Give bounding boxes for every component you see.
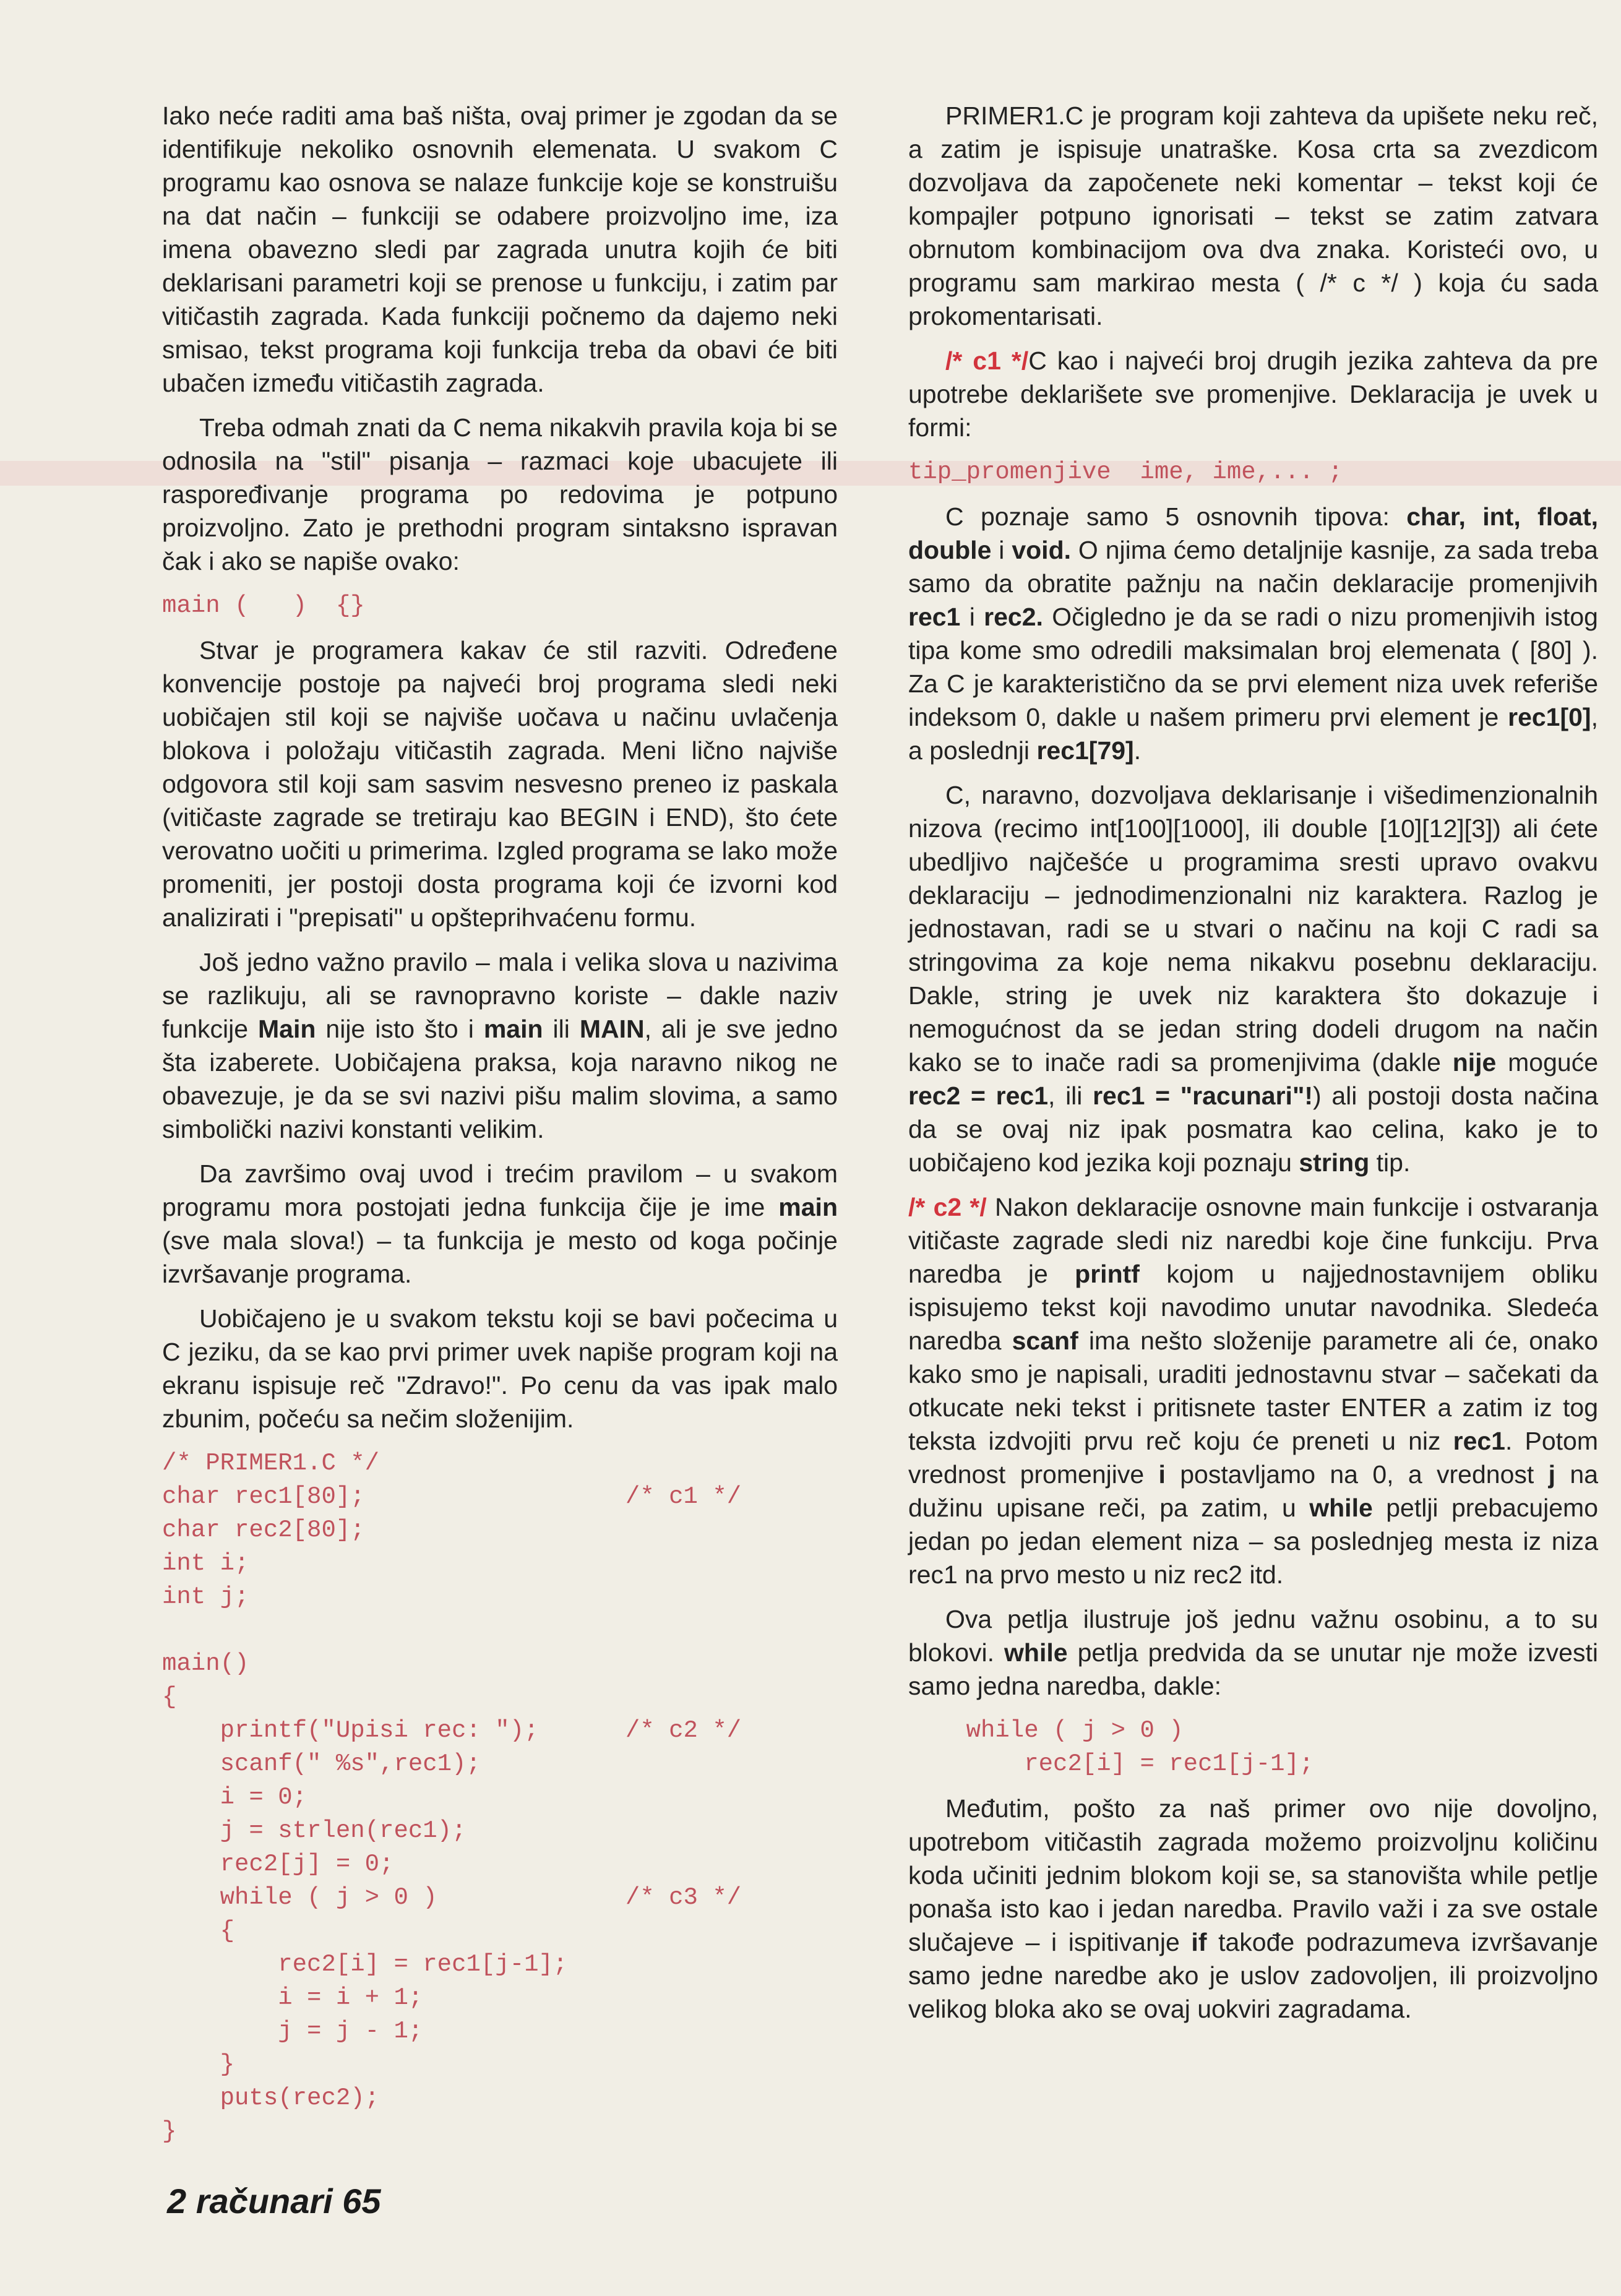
paragraph: Iako neće raditi ama baš ništa, ovaj primer je zgodan da se identifikuje nekoliko osnovnih elemenata. U svakom C programu kao osnova se nalaze funkcije koje se konstruišu na dat način – funkciji se odabere proizvoljno ime, iza imena obavezno sledi par zagrada unutra kojih će biti deklarisani parametri koji se prenose u funkciju, i zatim par vitičastih zagrada. Kada funkciji počnemo da dajemo neki smisao, tekst programa koji funkcija treba da obavi će biti ubačen između vitičastih zagrada. <box>162 101 838 397</box>
paragraph <box>908 344 1598 444</box>
text-run: , ali je sve jedno šta izaberete. Uobičajena praksa, koja naravno nikog ne obavezuje, je da se svi nazivi pišu malim slovima, a samo simbolički nazivi konstanti velikim. <box>162 1015 838 1143</box>
keyword: rec1 <box>908 603 961 631</box>
text-run: . Potom vrednost promenjive <box>908 1427 1598 1489</box>
text-run: Nakon deklaracije osnovne main funkcije i ostvaranja vitičaste zagrade sledi niz naredbi koje čine funkciju. Prva naredba je <box>908 1193 1598 1288</box>
keyword: main <box>483 1015 543 1043</box>
keyword: rec1[79] <box>1036 736 1134 765</box>
paragraph <box>162 945 838 1146</box>
text-run: postavljamo na 0, a vrednost <box>1165 1460 1549 1489</box>
text-run: , a poslednji <box>908 703 1598 765</box>
paragraph: PRIMER1.C je program koji zahteva da upišete neku reč, a zatim je ispisuje unatraške. Kosa crta sa zvezdicom dozvoljava da započenete neki komentar – tekst koji će kompajler potpuno ignorisati – tekst se zatim zatvara obrnutom kombinacijom ova dva znaka. Koristeći ovo, u programu sam markirao mesta ( /* c */ ) koja ću sada prokomentarisati. <box>908 101 1598 330</box>
keyword: rec1 <box>1453 1427 1505 1455</box>
keyword: while <box>1004 1638 1068 1667</box>
keyword: j <box>1548 1460 1556 1489</box>
text-run: Ova petlja ilustruje još jednu važnu osobinu, a to su blokovi. <box>908 1605 1598 1667</box>
text-run: na dužinu upisane reči, pa zatim, u <box>908 1460 1599 1522</box>
code-block: tip_promenjive ime, ime,... ; <box>908 458 1343 486</box>
text-run: Očigledno je da se radi o nizu promenjivih istog tipa kome smo odredili maksimalan broj elemenata ( [80] ). Za C je karakteristično da se prvi element niza uvek referiše indeksom 0, dakle u našem primeru prvi element je <box>908 603 1598 731</box>
keyword: while <box>1309 1494 1373 1522</box>
text-run: kojom u najjednostavnijem obliku ispisujemo tekst koji navodimo unutar navodnika. Sledeća naredba <box>908 1260 1598 1355</box>
text-run: C, naravno, dozvoljava deklarisanje i višedimenzionalnih nizova (recimo int[100][1000], ili double [10][12][3]) ali ćete ubedljivo najčešće u programima sresti upravo ovakvu deklaraciju – jednodimenzionalni niz karaktera. Razlog je jednostavan, radi se u stvari o načinu na koji C radi sa stringovima za koje nema nikakvu posebnu deklaraciju. Dakle, string je uvek niz karaktera što dokazuje i nemogućnost da se jedan string dodeli drugom na način kako se to inače radi sa promenjivima (dakle <box>908 781 1598 1077</box>
text-run: tip. <box>1369 1148 1411 1177</box>
text-run: ima nešto složenije parametre ali će, onako kako smo je napisali, uraditi jednostavnu stvar – sačekati da otkucate neki tekst i pritisnete taster ENTER a zatim iz tog teksta izdvojiti prvu reč koju će preneti u niz <box>908 1326 1599 1455</box>
text-run: ili <box>543 1015 580 1043</box>
text-run: nije isto što i <box>316 1015 484 1043</box>
keyword: rec1[0] <box>1508 703 1591 731</box>
text-run: Da završimo ovaj uvod i trećim pravilom – u svakom programu mora postojati jedna funkcija čije je ime <box>162 1159 838 1221</box>
text-run: , ili <box>1048 1081 1093 1110</box>
code-block: main ( ) {} <box>162 592 365 619</box>
text-run: takođe podrazumeva izvršavanje samo jedne naredbe ako je uslov zadovoljen, ili proizvoljno velikog bloka ako se ovaj uokviri zagradama. <box>908 1928 1598 2023</box>
paragraph <box>908 500 1598 767</box>
text-run: petlji prebacujemo jedan po jedan element niza – sa poslednjeg mesta iz niza rec1 na prvo mesto u niz rec2 itd. <box>908 1494 1598 1589</box>
keyword: void. <box>1012 536 1072 564</box>
text-run: Još jedno važno pravilo – mala i velika slova u nazivima se razlikuju, ali se ravnopravno koriste – dakle naziv funkcije <box>162 948 838 1043</box>
paragraph <box>908 778 1598 1179</box>
paragraph <box>908 1602 1598 1703</box>
keyword: rec1 = "racunari"! <box>1093 1081 1314 1110</box>
text-run: moguće <box>1496 1048 1598 1077</box>
text-run: . <box>1133 736 1142 765</box>
keyword: scanf <box>1012 1326 1078 1355</box>
text-run: Međutim, pošto za naš primer ovo nije dovoljno, upotrebom vitičastih zagrada možemo proizvoljnu količinu koda učiniti jednim blokom koji se, sa stanovišta while petlje ponaša isto kao i jedan naredba. Pravilo važi i za sve ostale slučajeve – i ispitivanje <box>908 1794 1598 1956</box>
keyword: rec2 = rec1 <box>908 1081 1049 1110</box>
keyword: char, int, float, double <box>908 502 1598 564</box>
paragraph: Stvar je programera kakav će stil razviti. Određene konvencije postoje pa najveći broj programa sledi neki uobičajen stil koji se najviše uočava u načinu uvlačenja blokova i položaju vitičastih zagrada. Meni lično najviše odgovora stil koji sam sasvim nesvesno preneo iz paskala (vitičaste zagrade se tretiraju kao BEGIN i END), što ćete verovatno uočiti u primerima. Izgled programa se lako može promeniti, jer postoji dosta programa koji će izvorni kod analizirati i "prepisati" u opšteprihvaćenu formu. <box>162 636 838 932</box>
comment-marker: /* c2 */ <box>908 1193 987 1221</box>
keyword: main <box>778 1193 838 1221</box>
paragraph <box>908 1792 1598 2026</box>
text-run: O njima ćemo detaljnije kasnije, za sada treba samo da obratite pažnju na način deklaracije promenjivih <box>908 536 1598 598</box>
code-listing-primer1: /* PRIMER1.C */ char rec1[80]; /* c1 */ char rec2[80]; int i; int j; main() { printf("Upisi rec: "); /* c2 */ scanf(" %s",rec1); i = 0; j = strlen(rec1); rec2[j] = 0; while ( j > 0 ) /* c3 */ { rec2[i] = rec1[j-1]; i = i + 1; j = j - 1; } puts(rec2); } <box>162 1450 742 2145</box>
text-run: (sve mala slova!) – ta funkcija je mesto od koga počinje izvršavanje programa. <box>162 1226 838 1288</box>
text-run: ) ali postoji dosta načina da se ovaj niz ipak posmatra kao celina, kako je to uobičajeno kod jezika koji poznaju <box>908 1081 1599 1177</box>
keyword: printf <box>1075 1260 1140 1288</box>
paragraph <box>908 1190 1598 1591</box>
text-run: i <box>991 536 1012 564</box>
left-column <box>162 99 838 2159</box>
text-run: C kao i najveći broj drugih jezika zahteva da pre upotrebe deklarišete sve promenjive. Deklaracija je uvek u formi: <box>908 346 1598 442</box>
text-run: C poznaje samo 5 osnovnih tipova: <box>945 502 1407 531</box>
keyword: Main <box>258 1015 316 1043</box>
keyword: MAIN <box>579 1015 645 1043</box>
keyword: if <box>1191 1928 1207 1956</box>
keyword: nije <box>1452 1048 1497 1077</box>
right-column <box>908 99 1598 2037</box>
page-footer: 2 računari 65 <box>167 2182 381 2221</box>
keyword: string <box>1299 1148 1370 1177</box>
comment-marker: /* c1 */ <box>945 346 1029 375</box>
keyword: i <box>1158 1460 1166 1489</box>
paragraph <box>162 1157 838 1291</box>
code-block: while ( j > 0 ) rec2[i] = rec1[j-1]; <box>966 1717 1314 1778</box>
text-run: i <box>960 603 984 631</box>
text-run: petlja predvida da se unutar nje može izvesti samo jedna naredba, dakle: <box>908 1638 1598 1700</box>
paragraph: Treba odmah znati da C nema nikakvih pravila koja bi se odnosila na "stil" pisanja – razmaci koje ubacujete ili raspoređivanje programa po redovima je potpuno proizvoljno. Zato je prethodni program sintaksno ispravan čak i ako se napiše ovako: <box>162 413 838 575</box>
keyword: rec2. <box>984 603 1043 631</box>
paragraph: Uobičajeno je u svakom tekstu koji se bavi počecima u C jeziku, da se kao prvi primer uvek napiše program koji na ekranu ispisuje reč "Zdravo!". Po cenu da vas ipak malo zbunim, počeću sa nečim složenijim. <box>162 1304 838 1433</box>
